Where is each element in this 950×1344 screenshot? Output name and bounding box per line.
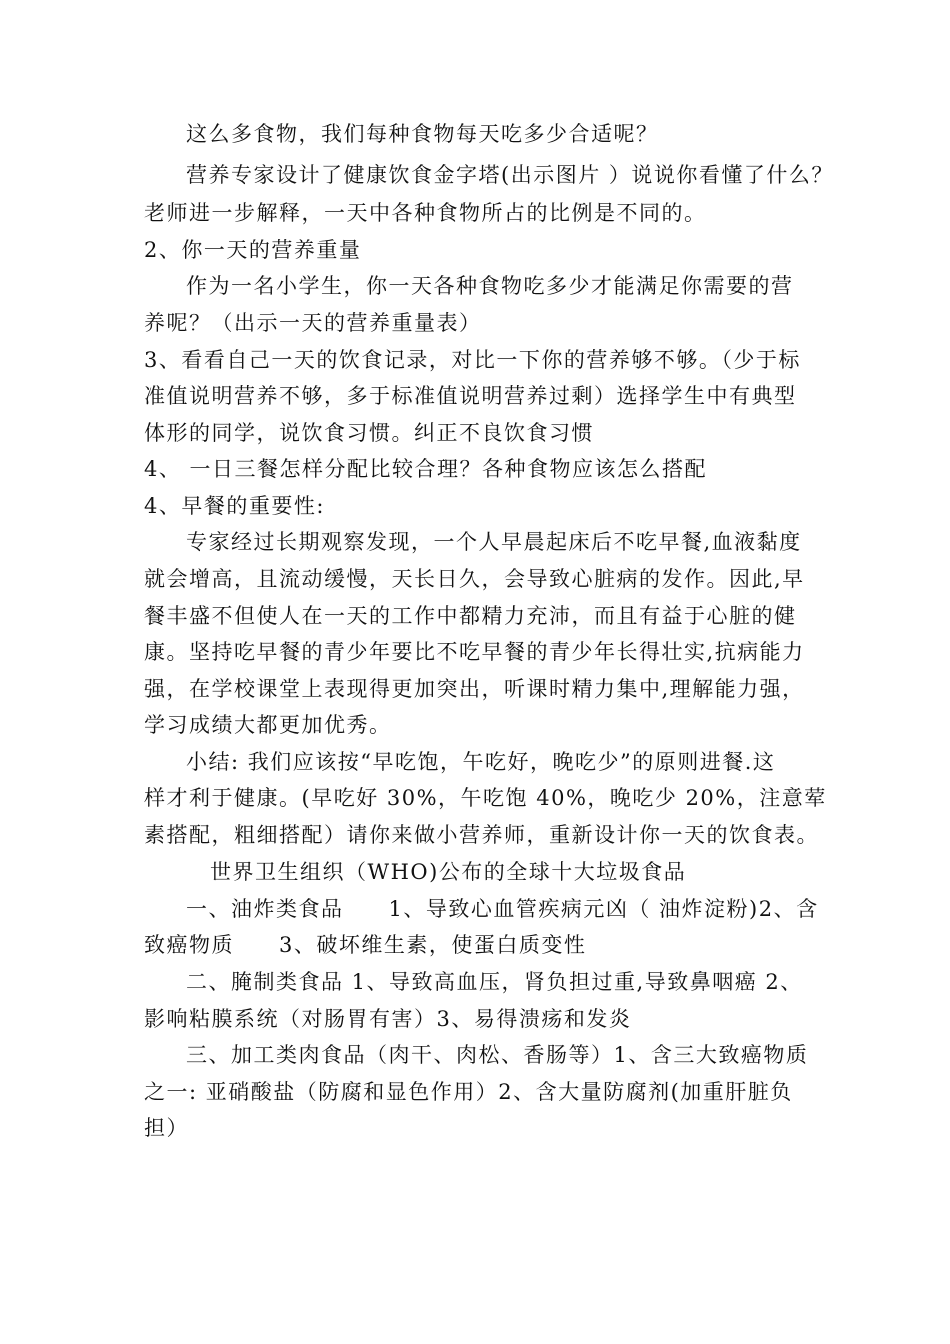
paragraph-line: 养呢？（出示一天的营养重量表） bbox=[144, 311, 482, 335]
paragraph-line: 二、腌制类食品 1、导致高血压，肾负担过重,导致鼻咽癌 2、 bbox=[186, 970, 803, 994]
paragraph-line: 康。坚持吃早餐的青少年要比不吃早餐的青少年长得壮实,抗病能力 bbox=[144, 640, 805, 664]
paragraph-line: 小结: 我们应该按“早吃饱，午吃好，晚吃少”的原则进餐.这 bbox=[186, 750, 776, 774]
paragraph-line: 样才利于健康。(早吃好 30%，午吃饱 40%，晚吃少 20%，注意荤 bbox=[144, 786, 827, 810]
paragraph-line: 之一: 亚硝酸盐（防腐和显色作用）2、含大量防腐剂(加重肝脏负 bbox=[144, 1080, 793, 1104]
paragraph-line: 影响粘膜系统（对肠胃有害）3、易得溃疡和发炎 bbox=[144, 1007, 632, 1031]
list-title: 世界卫生组织（WHO)公布的全球十大垃圾食品 bbox=[210, 860, 687, 884]
paragraph-line: 这么多食物，我们每种食物每天吃多少合适呢？ bbox=[186, 122, 659, 146]
section-heading: 4、早餐的重要性: bbox=[144, 494, 325, 518]
paragraph-line: 体形的同学，说饮食习惯。纠正不良饮食习惯 bbox=[144, 421, 594, 445]
paragraph-line: 一、油炸类食品 1、导致心血管疾病元凶（ 油炸淀粉)2、含 bbox=[186, 897, 819, 921]
paragraph-line: 担） bbox=[144, 1116, 189, 1140]
paragraph-line: 专家经过长期观察发现，一个人早晨起床后不吃早餐,血液黏度 bbox=[186, 530, 802, 554]
section-heading: 4、 一日三餐怎样分配比较合理？各种食物应该怎么搭配 bbox=[144, 457, 708, 481]
paragraph-line: 强，在学校课堂上表现得更加突出，听课时精力集中,理解能力强， bbox=[144, 677, 805, 701]
paragraph-line: 3、看看自己一天的饮食记录，对比一下你的营养够不够。（少于标 bbox=[144, 348, 801, 372]
paragraph-line: 准值说明营养不够，多于标准值说明营养过剩）选择学生中有典型 bbox=[144, 384, 797, 408]
paragraph-line: 学习成绩大都更加优秀。 bbox=[144, 713, 392, 737]
paragraph-line: 作为一名小学生，你一天各种食物吃多少才能满足你需要的营 bbox=[186, 274, 794, 298]
paragraph-line: 素搭配，粗细搭配）请你来做小营养师，重新设计你一天的饮食表。 bbox=[144, 823, 819, 847]
paragraph-line: 营养专家设计了健康饮食金字塔(出示图片 ）说说你看懂了什么？ bbox=[186, 163, 834, 187]
paragraph-line: 三、加工类肉食品（肉干、肉松、香肠等）1、含三大致癌物质 bbox=[186, 1043, 809, 1067]
paragraph-line: 就会增高，且流动缓慢，天长日久，会导致心脏病的发作。因此,早 bbox=[144, 567, 805, 591]
section-heading: 2、你一天的营养重量 bbox=[144, 238, 362, 262]
paragraph-line: 老师进一步解释，一天中各种食物所占的比例是不同的。 bbox=[144, 201, 707, 225]
paragraph-line: 餐丰盛不但使人在一天的工作中都精力充沛，而且有益于心脏的健 bbox=[144, 604, 797, 628]
paragraph-line: 致癌物质 3、破坏维生素，使蛋白质变性 bbox=[144, 933, 587, 957]
